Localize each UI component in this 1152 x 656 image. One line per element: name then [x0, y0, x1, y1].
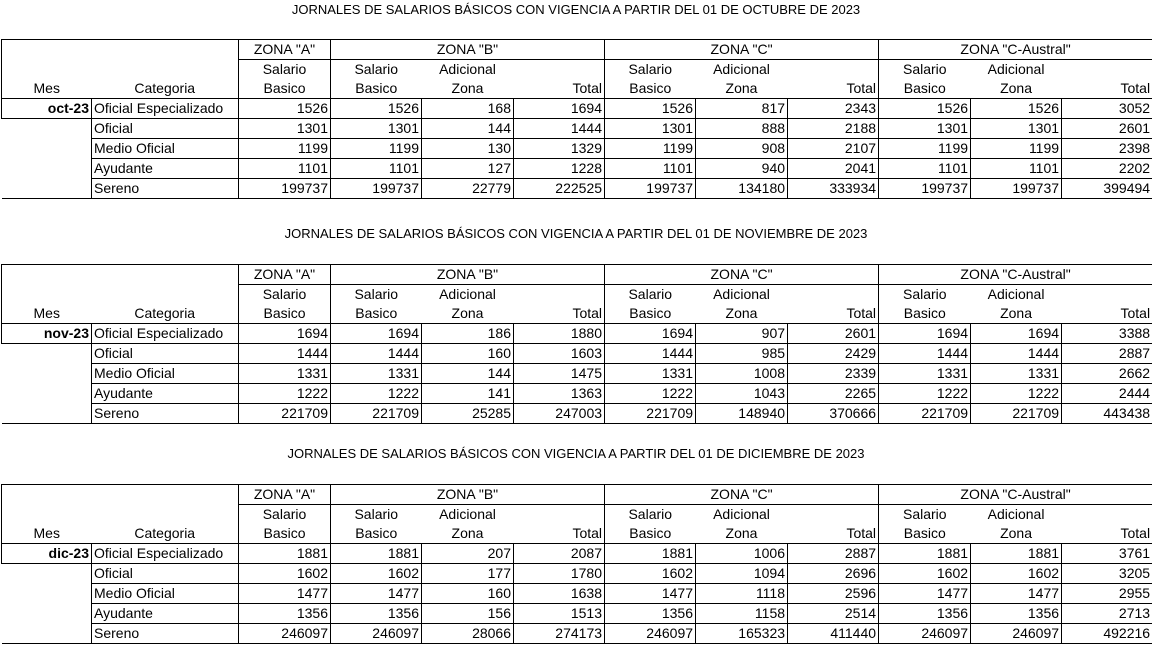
- header-zona: Zona: [696, 79, 788, 99]
- month-blank: [2, 564, 92, 584]
- value-cell: 2514: [788, 604, 879, 624]
- value-cell: 165323: [696, 624, 788, 644]
- month-blank: [2, 119, 92, 139]
- zone-header: ZONA "A": [239, 40, 331, 60]
- value-cell: 1638: [514, 584, 605, 604]
- value-cell: 1513: [514, 604, 605, 624]
- value-cell: 1694: [605, 324, 696, 344]
- header-zona: Zona: [422, 79, 514, 99]
- header-blank: [788, 60, 879, 80]
- value-cell: 3388: [1062, 324, 1152, 344]
- value-cell: 148940: [696, 404, 788, 424]
- header-adicional: Adicional: [439, 506, 496, 522]
- table-row: [2, 584, 1152, 604]
- header-categoria: Categoria: [92, 79, 239, 99]
- header-salario: Salario: [903, 506, 947, 522]
- value-cell: 2696: [788, 564, 879, 584]
- category-cell: Oficial Especializado: [92, 544, 239, 564]
- value-cell: 246097: [605, 624, 696, 644]
- value-cell: 1444: [514, 119, 605, 139]
- table-row: [2, 344, 1152, 364]
- value-cell: 1356: [331, 604, 422, 624]
- header-blank: [1062, 60, 1152, 80]
- value-cell: 1881: [971, 544, 1062, 564]
- header-basico: Basico: [605, 524, 696, 544]
- value-cell: 1118: [696, 584, 788, 604]
- month-blank: [2, 604, 92, 624]
- header-total: Total: [1062, 79, 1152, 99]
- salary-table: [1, 484, 1152, 644]
- value-cell: 1526: [331, 99, 422, 119]
- zone-header: ZONA "C-Austral": [879, 40, 1152, 60]
- value-cell: 199737: [605, 179, 696, 199]
- value-cell: 1526: [971, 99, 1062, 119]
- value-cell: 199737: [971, 179, 1062, 199]
- value-cell: 1356: [605, 604, 696, 624]
- value-cell: 1603: [514, 344, 605, 364]
- header-zona: Zona: [696, 304, 788, 324]
- category-cell: Medio Oficial: [92, 364, 239, 384]
- value-cell: 246097: [879, 624, 971, 644]
- value-cell: 1199: [239, 139, 331, 159]
- value-cell: 940: [696, 159, 788, 179]
- header-salario: Salario: [903, 61, 947, 77]
- header-salario: Salario: [354, 61, 399, 77]
- value-cell: 134180: [696, 179, 788, 199]
- value-cell: 3052: [1062, 99, 1152, 119]
- value-cell: 1475: [514, 364, 605, 384]
- value-cell: 2398: [1062, 139, 1152, 159]
- header-basico: Basico: [605, 79, 696, 99]
- header-zona: Zona: [696, 524, 788, 544]
- value-cell: 2188: [788, 119, 879, 139]
- value-cell: 177: [422, 564, 514, 584]
- value-cell: 2601: [1062, 119, 1152, 139]
- value-cell: 1444: [971, 344, 1062, 364]
- header-mes: Mes: [2, 524, 92, 544]
- value-cell: 1880: [514, 324, 605, 344]
- value-cell: 246097: [971, 624, 1062, 644]
- header-zona: Zona: [971, 524, 1062, 544]
- table-row: [2, 139, 1152, 159]
- section-title: JORNALES DE SALARIOS BÁSICOS CON VIGENCIA A PARTIR DEL 01 DE DICIEMBRE DE 2023: [287, 446, 865, 461]
- value-cell: 2444: [1062, 384, 1152, 404]
- value-cell: 1694: [971, 324, 1062, 344]
- zone-header: ZONA "C": [605, 485, 879, 505]
- table-row: [2, 544, 1152, 564]
- value-cell: 1477: [971, 584, 1062, 604]
- value-cell: 907: [696, 324, 788, 344]
- header-blank: [514, 505, 605, 525]
- value-cell: 1101: [239, 159, 331, 179]
- value-cell: 370666: [788, 404, 879, 424]
- salary-table: [1, 264, 1152, 424]
- value-cell: 3205: [1062, 564, 1152, 584]
- category-cell: Sereno: [92, 179, 239, 199]
- value-cell: 1444: [605, 344, 696, 364]
- value-cell: 1477: [879, 584, 971, 604]
- zone-header: ZONA "B": [331, 265, 605, 285]
- value-cell: 1101: [331, 159, 422, 179]
- zone-header: ZONA "B": [331, 40, 605, 60]
- value-cell: 2955: [1062, 584, 1152, 604]
- value-cell: 1881: [239, 544, 331, 564]
- month-blank: [2, 584, 92, 604]
- value-cell: 1602: [971, 564, 1062, 584]
- value-cell: 1477: [331, 584, 422, 604]
- zone-header: ZONA "C": [605, 40, 879, 60]
- value-cell: 1694: [879, 324, 971, 344]
- zone-header: ZONA "A": [239, 265, 331, 285]
- header-basico: Basico: [239, 524, 331, 544]
- value-cell: 2202: [1062, 159, 1152, 179]
- header-adicional: Adicional: [987, 286, 1045, 302]
- value-cell: 1101: [879, 159, 971, 179]
- value-cell: 2343: [788, 99, 879, 119]
- section-title: JORNALES DE SALARIOS BÁSICOS CON VIGENCIA A PARTIR DEL 01 DE NOVIEMBRE DE 2023: [284, 226, 868, 241]
- value-cell: 144: [422, 364, 514, 384]
- zone-header: ZONA "A": [239, 485, 331, 505]
- header-salario: Salario: [239, 505, 331, 525]
- value-cell: 1477: [605, 584, 696, 604]
- value-cell: 908: [696, 139, 788, 159]
- header-adicional: Adicional: [713, 61, 770, 77]
- value-cell: 22779: [422, 179, 514, 199]
- month-blank: [2, 179, 92, 199]
- header-zona: Zona: [971, 304, 1062, 324]
- value-cell: 2887: [1062, 344, 1152, 364]
- value-cell: 2596: [788, 584, 879, 604]
- month-blank: [2, 139, 92, 159]
- value-cell: 2713: [1062, 604, 1152, 624]
- month-cell: oct-23: [2, 99, 92, 119]
- value-cell: 1006: [696, 544, 788, 564]
- value-cell: 1331: [971, 364, 1062, 384]
- value-cell: 1881: [879, 544, 971, 564]
- value-cell: 1331: [331, 364, 422, 384]
- header-salario: Salario: [354, 286, 399, 302]
- value-cell: 1222: [971, 384, 1062, 404]
- value-cell: 199737: [331, 179, 422, 199]
- category-cell: Sereno: [92, 624, 239, 644]
- value-cell: 1158: [696, 604, 788, 624]
- table-row: [2, 119, 1152, 139]
- header-salario: Salario: [628, 506, 673, 522]
- header-basico: Basico: [239, 304, 331, 324]
- value-cell: 222525: [514, 179, 605, 199]
- header-total: Total: [514, 304, 605, 324]
- header-adicional: Adicional: [439, 286, 496, 302]
- month-blank: [2, 384, 92, 404]
- value-cell: 1043: [696, 384, 788, 404]
- value-cell: 411440: [788, 624, 879, 644]
- value-cell: 1101: [971, 159, 1062, 179]
- value-cell: 1356: [971, 604, 1062, 624]
- value-cell: 221709: [239, 404, 331, 424]
- value-cell: 1301: [331, 119, 422, 139]
- value-cell: 221709: [971, 404, 1062, 424]
- value-cell: 1602: [605, 564, 696, 584]
- header-salario: Salario: [354, 506, 399, 522]
- header-salario: Salario: [239, 285, 331, 305]
- value-cell: 1356: [879, 604, 971, 624]
- value-cell: 2339: [788, 364, 879, 384]
- value-cell: 1477: [239, 584, 331, 604]
- value-cell: 3761: [1062, 544, 1152, 564]
- value-cell: 1602: [239, 564, 331, 584]
- value-cell: 1222: [879, 384, 971, 404]
- header-total: Total: [514, 524, 605, 544]
- value-cell: 2265: [788, 384, 879, 404]
- category-cell: Oficial Especializado: [92, 324, 239, 344]
- month-cell: nov-23: [2, 324, 92, 344]
- value-cell: 1356: [239, 604, 331, 624]
- value-cell: 1881: [605, 544, 696, 564]
- category-cell: Oficial: [92, 119, 239, 139]
- header-total: Total: [1062, 524, 1152, 544]
- value-cell: 1094: [696, 564, 788, 584]
- header-categoria: Categoria: [92, 524, 239, 544]
- value-cell: 274173: [514, 624, 605, 644]
- header-adicional: Adicional: [987, 61, 1045, 77]
- value-cell: 246097: [239, 624, 331, 644]
- header-zona: Zona: [971, 79, 1062, 99]
- value-cell: 144: [422, 119, 514, 139]
- value-cell: 160: [422, 584, 514, 604]
- header-salario: Salario: [903, 286, 947, 302]
- header-basico: Basico: [331, 79, 422, 99]
- header-salario: Salario: [239, 60, 331, 80]
- value-cell: 1602: [879, 564, 971, 584]
- value-cell: 2429: [788, 344, 879, 364]
- table-row: [2, 99, 1152, 119]
- table-row: [2, 179, 1152, 199]
- header-adicional: Adicional: [713, 506, 770, 522]
- salary-table: [1, 39, 1152, 199]
- value-cell: 1331: [879, 364, 971, 384]
- table-row: [2, 404, 1152, 424]
- table-row: [2, 364, 1152, 384]
- value-cell: 246097: [331, 624, 422, 644]
- category-cell: Medio Oficial: [92, 139, 239, 159]
- value-cell: 1363: [514, 384, 605, 404]
- header-categoria: Categoria: [92, 304, 239, 324]
- value-cell: 186: [422, 324, 514, 344]
- month-blank: [2, 344, 92, 364]
- table-row: [2, 324, 1152, 344]
- value-cell: 1331: [239, 364, 331, 384]
- value-cell: 399494: [1062, 179, 1152, 199]
- month-blank: [2, 364, 92, 384]
- value-cell: 1199: [971, 139, 1062, 159]
- category-cell: Ayudante: [92, 159, 239, 179]
- month-cell: dic-23: [2, 544, 92, 564]
- header-basico: Basico: [331, 524, 422, 544]
- value-cell: 1222: [605, 384, 696, 404]
- header-salario: Salario: [628, 286, 673, 302]
- header-basico: Basico: [331, 304, 422, 324]
- header-total: Total: [514, 79, 605, 99]
- value-cell: 1301: [971, 119, 1062, 139]
- value-cell: 2041: [788, 159, 879, 179]
- header-adicional: Adicional: [987, 506, 1045, 522]
- value-cell: 1199: [605, 139, 696, 159]
- value-cell: 1301: [879, 119, 971, 139]
- table-row: [2, 159, 1152, 179]
- value-cell: 2601: [788, 324, 879, 344]
- header-basico: Basico: [605, 304, 696, 324]
- value-cell: 247003: [514, 404, 605, 424]
- value-cell: 25285: [422, 404, 514, 424]
- value-cell: 1329: [514, 139, 605, 159]
- value-cell: 1222: [331, 384, 422, 404]
- header-basico: Basico: [879, 79, 971, 99]
- value-cell: 1881: [331, 544, 422, 564]
- header-zona: Zona: [422, 524, 514, 544]
- header-total: Total: [788, 304, 879, 324]
- value-cell: 2662: [1062, 364, 1152, 384]
- value-cell: 1780: [514, 564, 605, 584]
- table-row: [2, 384, 1152, 404]
- header-basico: Basico: [879, 304, 971, 324]
- table-row: [2, 624, 1152, 644]
- value-cell: 127: [422, 159, 514, 179]
- value-cell: 1694: [514, 99, 605, 119]
- value-cell: 1444: [239, 344, 331, 364]
- header-blank: [514, 285, 605, 305]
- value-cell: 160: [422, 344, 514, 364]
- value-cell: 141: [422, 384, 514, 404]
- value-cell: 1526: [879, 99, 971, 119]
- header-zona: Zona: [422, 304, 514, 324]
- value-cell: 221709: [879, 404, 971, 424]
- value-cell: 1008: [696, 364, 788, 384]
- header-mes: Mes: [2, 79, 92, 99]
- header-total: Total: [1062, 304, 1152, 324]
- value-cell: 492216: [1062, 624, 1152, 644]
- value-cell: 817: [696, 99, 788, 119]
- zone-header: ZONA "C-Austral": [879, 265, 1152, 285]
- value-cell: 168: [422, 99, 514, 119]
- value-cell: 2087: [514, 544, 605, 564]
- section-title: JORNALES DE SALARIOS BÁSICOS CON VIGENCIA A PARTIR DEL 01 DE OCTUBRE DE 2023: [291, 2, 861, 17]
- value-cell: 1602: [331, 564, 422, 584]
- value-cell: 1301: [605, 119, 696, 139]
- header-basico: Basico: [239, 79, 331, 99]
- value-cell: 1526: [605, 99, 696, 119]
- month-blank: [2, 159, 92, 179]
- value-cell: 888: [696, 119, 788, 139]
- value-cell: 199737: [239, 179, 331, 199]
- value-cell: 1694: [239, 324, 331, 344]
- header-blank: [1062, 285, 1152, 305]
- month-blank: [2, 404, 92, 424]
- header-blank: [788, 505, 879, 525]
- header-blank: [1062, 505, 1152, 525]
- value-cell: 443438: [1062, 404, 1152, 424]
- value-cell: 2107: [788, 139, 879, 159]
- value-cell: 1526: [239, 99, 331, 119]
- value-cell: 199737: [879, 179, 971, 199]
- category-cell: Oficial Especializado: [92, 99, 239, 119]
- value-cell: 1301: [239, 119, 331, 139]
- category-cell: Oficial: [92, 344, 239, 364]
- header-adicional: Adicional: [439, 61, 496, 77]
- value-cell: 1222: [239, 384, 331, 404]
- header-basico: Basico: [879, 524, 971, 544]
- value-cell: 2887: [788, 544, 879, 564]
- value-cell: 28066: [422, 624, 514, 644]
- zone-header: ZONA "C": [605, 265, 879, 285]
- value-cell: 1331: [605, 364, 696, 384]
- table-row: [2, 564, 1152, 584]
- category-cell: Oficial: [92, 564, 239, 584]
- value-cell: 1444: [879, 344, 971, 364]
- zone-header: ZONA "C-Austral": [879, 485, 1152, 505]
- value-cell: 130: [422, 139, 514, 159]
- value-cell: 1228: [514, 159, 605, 179]
- value-cell: 1199: [331, 139, 422, 159]
- category-cell: Sereno: [92, 404, 239, 424]
- category-cell: Ayudante: [92, 604, 239, 624]
- value-cell: 207: [422, 544, 514, 564]
- header-total: Total: [788, 524, 879, 544]
- header-mes: Mes: [2, 304, 92, 324]
- value-cell: 1694: [331, 324, 422, 344]
- header-salario: Salario: [628, 61, 673, 77]
- header-adicional: Adicional: [713, 286, 770, 302]
- month-blank: [2, 624, 92, 644]
- zone-header: ZONA "B": [331, 485, 605, 505]
- header-blank: [514, 60, 605, 80]
- value-cell: 221709: [605, 404, 696, 424]
- value-cell: 221709: [331, 404, 422, 424]
- value-cell: 1101: [605, 159, 696, 179]
- category-cell: Ayudante: [92, 384, 239, 404]
- category-cell: Medio Oficial: [92, 584, 239, 604]
- header-total: Total: [788, 79, 879, 99]
- value-cell: 333934: [788, 179, 879, 199]
- table-row: [2, 604, 1152, 624]
- value-cell: 1444: [331, 344, 422, 364]
- value-cell: 1199: [879, 139, 971, 159]
- header-blank: [788, 285, 879, 305]
- value-cell: 985: [696, 344, 788, 364]
- value-cell: 156: [422, 604, 514, 624]
